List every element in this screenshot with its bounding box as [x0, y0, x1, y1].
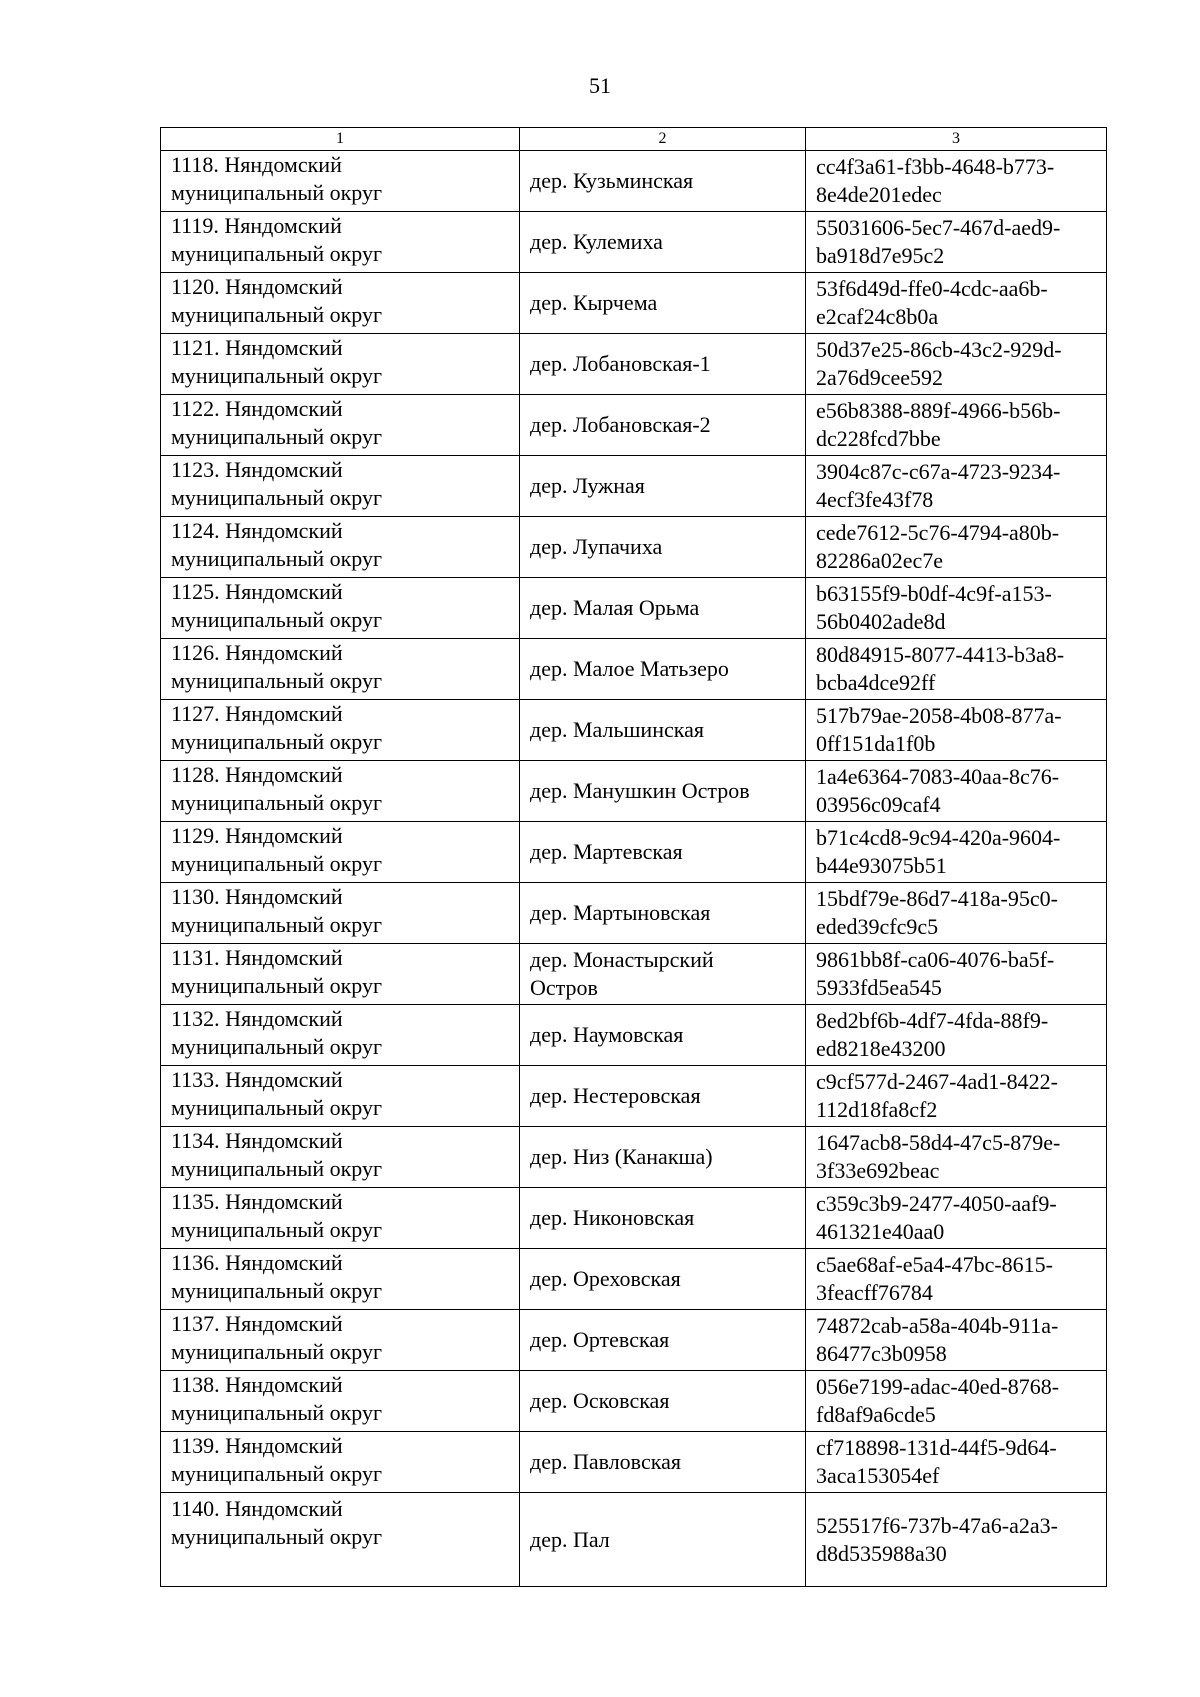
guid-part-1: c9cf577d-2467-4ad1-8422-	[816, 1069, 1058, 1094]
settlement-name: дер. Ореховская	[530, 1266, 681, 1291]
row-number-name: 1121. Няндомский	[171, 335, 343, 360]
municipal-unit: муниципальный округ	[171, 1034, 383, 1059]
guid-part-1: cf718898-131d-44f5-9d64-	[816, 1435, 1057, 1460]
municipal-unit: муниципальный округ	[171, 973, 383, 998]
cell-settlement	[520, 212, 806, 273]
guid-part-1: 74872cab-a58a-404b-911a-	[816, 1313, 1059, 1338]
cell-guid	[806, 700, 1107, 761]
cell-municipality	[161, 1066, 520, 1127]
guid-part-2: b44e93075b51	[816, 853, 947, 878]
cell-settlement	[520, 456, 806, 517]
settlement-name: дер. Мартевская	[530, 839, 683, 864]
cell-settlement	[520, 334, 806, 395]
settlement-name: дер. Монастырский	[530, 947, 714, 972]
settlement-name-cont: Остров	[530, 975, 598, 1000]
guid-part-2: bcba4dce92ff	[816, 670, 936, 695]
cell-municipality	[161, 334, 520, 395]
guid-part-1: c5ae68af-e5a4-47bc-8615-	[816, 1252, 1053, 1277]
municipal-unit: муниципальный округ	[171, 302, 383, 327]
guid-part-1: c359c3b9-2477-4050-aaf9-	[816, 1191, 1057, 1216]
guid-part-1: b63155f9-b0df-4c9f-a153-	[816, 581, 1052, 606]
guid-part-2: 3f33e692beac	[816, 1158, 940, 1183]
cell-municipality	[161, 517, 520, 578]
municipal-unit: муниципальный округ	[171, 668, 383, 693]
table-header-row	[161, 128, 1107, 151]
cell-settlement	[520, 395, 806, 456]
cell-municipality	[161, 822, 520, 883]
guid-part-1: 517b79ae-2058-4b08-877a-	[816, 703, 1062, 728]
municipal-unit: муниципальный округ	[171, 363, 383, 388]
cell-settlement	[520, 517, 806, 578]
guid-part-1: 1647acb8-58d4-47c5-879e-	[816, 1130, 1061, 1155]
guid-part-1: 8ed2bf6b-4df7-4fda-88f9-	[816, 1008, 1049, 1033]
table-row	[161, 334, 1107, 395]
cell-guid	[806, 639, 1107, 700]
table-row	[161, 1432, 1107, 1493]
guid-part-2: dc228fcd7bbe	[816, 426, 941, 451]
column-header-2: 2	[520, 128, 806, 151]
table-row	[161, 700, 1107, 761]
cell-settlement	[520, 1310, 806, 1371]
row-number-name: 1134. Няндомский	[171, 1128, 343, 1153]
settlement-name: дер. Низ (Канакша)	[530, 1144, 713, 1169]
cell-guid	[806, 212, 1107, 273]
settlement-name: дер. Мальшинская	[530, 717, 704, 742]
cell-guid	[806, 1188, 1107, 1249]
cell-guid	[806, 822, 1107, 883]
cell-municipality	[161, 578, 520, 639]
row-number-name: 1119. Няндомский	[171, 213, 342, 238]
settlement-name: дер. Кузьминская	[530, 168, 694, 193]
cell-settlement	[520, 944, 806, 1005]
row-number-name: 1135. Няндомский	[171, 1189, 343, 1214]
guid-part-2: ed8218e43200	[816, 1036, 946, 1061]
cell-settlement	[520, 1127, 806, 1188]
table-row	[161, 1188, 1107, 1249]
guid-part-2: 461321e40aa0	[816, 1219, 945, 1244]
settlement-name: дер. Мартыновская	[530, 900, 711, 925]
municipal-unit: муниципальный округ	[171, 1339, 383, 1364]
cell-settlement	[520, 1432, 806, 1493]
page-number: 51	[589, 73, 611, 98]
cell-municipality	[161, 1249, 520, 1310]
cell-settlement	[520, 1066, 806, 1127]
table-row	[161, 151, 1107, 212]
cell-settlement	[520, 1005, 806, 1066]
cell-municipality	[161, 395, 520, 456]
municipal-unit: муниципальный округ	[171, 912, 383, 937]
guid-part-2: 03956c09caf4	[816, 792, 941, 817]
cell-municipality	[161, 639, 520, 700]
table-row	[161, 517, 1107, 578]
cell-municipality	[161, 1432, 520, 1493]
guid-part-2: 82286a02ec7e	[816, 548, 944, 573]
cell-settlement	[520, 1371, 806, 1432]
settlement-name: дер. Павловская	[530, 1449, 681, 1474]
cell-guid	[806, 1005, 1107, 1066]
guid-part-1: 50d37e25-86cb-43c2-929d-	[816, 337, 1062, 362]
guid-part-1: cede7612-5c76-4794-a80b-	[816, 520, 1060, 545]
guid-part-1: b71c4cd8-9c94-420a-9604-	[816, 825, 1061, 850]
table-row	[161, 1371, 1107, 1432]
guid-part-1: e56b8388-889f-4966-b56b-	[816, 398, 1061, 423]
guid-part-2: 112d18fa8cf2	[816, 1097, 938, 1122]
row-number-name: 1125. Няндомский	[171, 579, 343, 604]
guid-part-2: 86477c3b0958	[816, 1341, 947, 1366]
row-number-name: 1120. Няндомский	[171, 274, 343, 299]
guid-part-2: 8e4de201edec	[816, 182, 942, 207]
settlement-name: дер. Наумовская	[530, 1022, 684, 1047]
guid-part-2: 56b0402ade8d	[816, 609, 946, 634]
cell-municipality	[161, 1188, 520, 1249]
municipal-unit: муниципальный округ	[171, 607, 383, 632]
cell-settlement	[520, 1249, 806, 1310]
table-row	[161, 639, 1107, 700]
settlement-name: дер. Кырчема	[530, 290, 658, 315]
guid-part-1: 55031606-5ec7-467d-aed9-	[816, 215, 1061, 240]
municipal-unit: муниципальный округ	[171, 851, 383, 876]
cell-settlement	[520, 883, 806, 944]
row-number-name: 1123. Няндомский	[171, 457, 343, 482]
cell-municipality	[161, 151, 520, 212]
settlement-name: дер. Пал	[530, 1526, 610, 1552]
cell-guid	[806, 1310, 1107, 1371]
guid-part-2: 3aca153054ef	[816, 1463, 940, 1488]
guid-part-2: 2a76d9cee592	[816, 365, 944, 390]
municipal-unit: муниципальный округ	[171, 241, 383, 266]
guid-part-2: 3feacff76784	[816, 1280, 933, 1305]
municipal-unit: муниципальный округ	[171, 729, 383, 754]
row-number-name: 1136. Няндомский	[171, 1250, 343, 1275]
row-number-name: 1138. Няндомский	[171, 1372, 343, 1397]
table-row	[161, 1066, 1107, 1127]
municipal-unit: муниципальный округ	[171, 180, 383, 205]
register-table	[160, 127, 1107, 1587]
guid-part-1: 9861bb8f-ca06-4076-ba5f-	[816, 947, 1055, 972]
cell-guid	[806, 395, 1107, 456]
settlement-name: дер. Никоновская	[530, 1205, 695, 1230]
table-row	[161, 212, 1107, 273]
settlement-name: дер. Нестеровская	[530, 1083, 701, 1108]
row-number-name: 1140. Няндомский	[171, 1496, 343, 1521]
settlement-name: дер. Лупачиха	[530, 534, 663, 559]
municipal-unit: муниципальный округ	[171, 424, 383, 449]
row-number-name: 1130. Няндомский	[171, 884, 343, 909]
municipal-unit: муниципальный округ	[171, 790, 383, 815]
cell-municipality	[161, 456, 520, 517]
cell-guid	[806, 1432, 1107, 1493]
cell-guid	[806, 883, 1107, 944]
settlement-name: дер. Ортевская	[530, 1327, 670, 1352]
cell-municipality	[161, 1005, 520, 1066]
cell-municipality	[161, 761, 520, 822]
municipal-unit: муниципальный округ	[171, 1524, 383, 1549]
cell-municipality	[161, 883, 520, 944]
row-number-name: 1127. Няндомский	[171, 701, 343, 726]
settlement-name: дер. Лобановская-1	[530, 351, 711, 376]
cell-guid	[806, 1066, 1107, 1127]
cell-settlement	[520, 273, 806, 334]
cell-municipality	[161, 273, 520, 334]
cell-guid	[806, 761, 1107, 822]
row-number-name: 1129. Няндомский	[171, 823, 343, 848]
settlement-name: дер. Малое Матьзеро	[530, 656, 729, 681]
cell-municipality	[161, 1127, 520, 1188]
row-number-name: 1139. Няндомский	[171, 1433, 343, 1458]
row-number-name: 1122. Няндомский	[171, 396, 343, 421]
cell-settlement	[520, 700, 806, 761]
table-row	[161, 578, 1107, 639]
municipal-unit: муниципальный округ	[171, 1156, 383, 1181]
cell-guid	[806, 944, 1107, 1005]
row-number-name: 1137. Няндомский	[171, 1311, 343, 1336]
cell-municipality	[161, 1493, 520, 1587]
cell-settlement	[520, 1188, 806, 1249]
cell-settlement	[520, 1493, 806, 1587]
cell-municipality	[161, 1310, 520, 1371]
settlement-name: дер. Лобановская-2	[530, 412, 711, 437]
row-number-name: 1128. Няндомский	[171, 762, 343, 787]
guid-part-1: 525517f6-737b-47a6-a2a3-	[816, 1512, 1058, 1538]
settlement-name: дер. Кулемиха	[530, 229, 663, 254]
cell-guid	[806, 456, 1107, 517]
table-row	[161, 761, 1107, 822]
guid-part-1: 3904c87c-c67a-4723-9234-	[816, 459, 1061, 484]
cell-guid	[806, 578, 1107, 639]
guid-part-1: 1a4e6364-7083-40aa-8c76-	[816, 764, 1060, 789]
row-number-name: 1132. Няндомский	[171, 1006, 343, 1031]
cell-guid	[806, 517, 1107, 578]
row-number-name: 1124. Няндомский	[171, 518, 343, 543]
guid-part-1: 15bdf79e-86d7-418a-95c0-	[816, 886, 1058, 911]
table-row	[161, 273, 1107, 334]
cell-municipality	[161, 700, 520, 761]
guid-part-2: d8d535988a30	[816, 1540, 947, 1566]
municipal-unit: муниципальный округ	[171, 1217, 383, 1242]
table-row	[161, 1310, 1107, 1371]
cell-guid	[806, 334, 1107, 395]
cell-municipality	[161, 1371, 520, 1432]
cell-settlement	[520, 578, 806, 639]
cell-guid	[806, 1493, 1107, 1587]
guid-part-2: 5933fd5ea545	[816, 975, 942, 1000]
row-number-name: 1131. Няндомский	[171, 945, 343, 970]
guid-part-1: 056e7199-adac-40ed-8768-	[816, 1374, 1060, 1399]
municipal-unit: муниципальный округ	[171, 1400, 383, 1425]
table-row	[161, 883, 1107, 944]
municipal-unit: муниципальный округ	[171, 1095, 383, 1120]
guid-part-2: fd8af9a6cde5	[816, 1402, 936, 1427]
table-row	[161, 395, 1107, 456]
cell-guid	[806, 1371, 1107, 1432]
cell-settlement	[520, 151, 806, 212]
municipal-unit: муниципальный округ	[171, 1461, 383, 1486]
cell-guid	[806, 1249, 1107, 1310]
cell-guid	[806, 273, 1107, 334]
guid-part-1: cc4f3a61-f3bb-4648-b773-	[816, 154, 1055, 179]
cell-guid	[806, 151, 1107, 212]
cell-settlement	[520, 822, 806, 883]
row-number-name: 1126. Няндомский	[171, 640, 343, 665]
table-row	[161, 1249, 1107, 1310]
guid-part-2: e2caf24c8b0a	[816, 304, 939, 329]
cell-municipality	[161, 944, 520, 1005]
guid-part-1: 53f6d49d-ffe0-4cdc-aa6b-	[816, 276, 1048, 301]
column-header-3: 3	[806, 128, 1107, 151]
column-header-1: 1	[161, 128, 520, 151]
guid-part-2: eded39cfc9c5	[816, 914, 939, 939]
cell-settlement	[520, 761, 806, 822]
cell-municipality	[161, 212, 520, 273]
settlement-name: дер. Осковская	[530, 1388, 670, 1413]
guid-part-2: 0ff151da1f0b	[816, 731, 936, 756]
table-row	[161, 944, 1107, 1005]
municipal-unit: муниципальный округ	[171, 546, 383, 571]
table-row	[161, 822, 1107, 883]
table-row	[161, 456, 1107, 517]
municipal-unit: муниципальный округ	[171, 1278, 383, 1303]
settlement-name: дер. Лужная	[530, 473, 645, 498]
guid-part-1: 80d84915-8077-4413-b3a8-	[816, 642, 1065, 667]
municipal-unit: муниципальный округ	[171, 485, 383, 510]
settlement-name: дер. Манушкин Остров	[530, 778, 750, 803]
table-row	[161, 1127, 1107, 1188]
row-number-name: 1118. Няндомский	[171, 152, 342, 177]
table-row	[161, 1493, 1107, 1587]
cell-settlement	[520, 639, 806, 700]
settlement-name: дер. Малая Орьма	[530, 595, 700, 620]
row-number-name: 1133. Няндомский	[171, 1067, 343, 1092]
cell-guid	[806, 1127, 1107, 1188]
table-row	[161, 1005, 1107, 1066]
guid-part-2: 4ecf3fe43f78	[816, 487, 934, 512]
guid-part-2: ba918d7e95c2	[816, 243, 945, 268]
